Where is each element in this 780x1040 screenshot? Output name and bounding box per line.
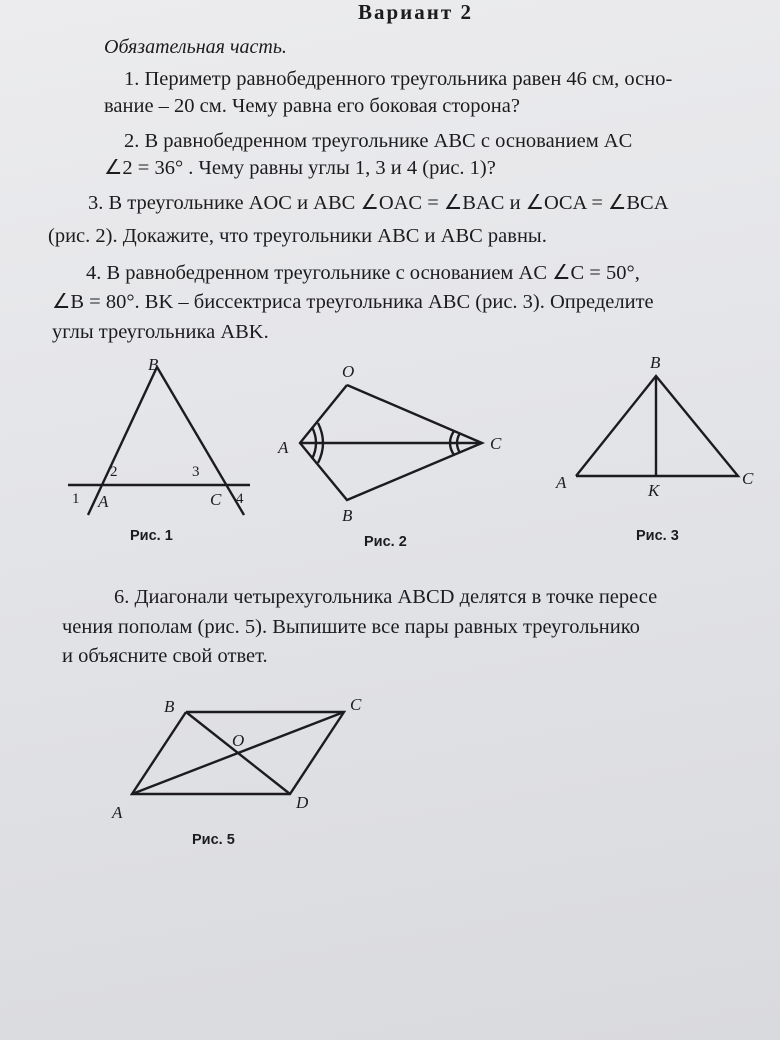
figure-5-diagram xyxy=(100,690,380,830)
figure-3-diagram xyxy=(550,350,760,510)
fig1-label-3: 3 xyxy=(192,464,200,480)
task-2-line-1: 2. В равнобедренном треугольнике ABC с основанием AC xyxy=(124,130,633,152)
fig1-label-1: 1 xyxy=(72,491,80,507)
fig2-label-a: A xyxy=(278,438,289,457)
fig2-label-o: O xyxy=(342,362,355,381)
figure-2-diagram xyxy=(272,355,512,525)
fig1-side-bc xyxy=(157,367,244,515)
task-4-line-2: ∠B = 80°. BK – биссектриса треугольника ABC (рис. 3). Определите xyxy=(52,291,654,313)
fig1-label-c: C xyxy=(210,490,222,509)
fig5-label-b: B xyxy=(164,697,175,716)
figure-2-caption: Рис. 2 xyxy=(364,534,407,550)
fig3-label-b: B xyxy=(650,353,661,372)
task-3-line-1: 3. В треугольнике AOC и ABC ∠OAC = ∠BAC и ∠OCA = ∠BCA xyxy=(88,192,669,214)
fig3-label-a: A xyxy=(556,473,567,492)
fig5-label-o: O xyxy=(232,731,245,750)
task-6-line-2: чения пополам (рис. 5). Выпишите все пары равных треугольнико xyxy=(62,616,640,638)
task-6-line-3: и объясните свой ответ. xyxy=(62,645,268,667)
task-2-line-2: ∠2 = 36° . Чему равны углы 1, 3 и 4 (рис. 1)? xyxy=(104,157,496,179)
fig1-label-4: 4 xyxy=(236,491,244,507)
figure-5-caption: Рис. 5 xyxy=(192,832,235,848)
variant-title: Вариант 2 xyxy=(358,0,473,24)
fig5-label-a: A xyxy=(112,803,123,822)
task-1-line-2: вание – 20 см. Чему равна его боковая сторона? xyxy=(104,95,520,117)
task-1-line-1: 1. Периметр равнобедренного треугольника равен 46 см, осно- xyxy=(124,68,673,90)
figure-1-caption: Рис. 1 xyxy=(130,528,173,544)
task-4-line-1: 4. В равнобедренном треугольнике с основанием AC ∠C = 50°, xyxy=(86,262,640,284)
fig5-diagonal-ac xyxy=(132,712,344,794)
figure-1-diagram xyxy=(60,355,270,525)
fig3-label-k: K xyxy=(648,481,660,500)
fig1-label-a: A xyxy=(98,492,109,511)
task-3-line-2: (рис. 2). Докажите, что треугольники ABC и ABC равны. xyxy=(48,225,547,247)
fig1-label-2: 2 xyxy=(110,464,118,480)
fig3-label-c: C xyxy=(742,469,754,488)
fig2-label-b: B xyxy=(342,506,353,525)
figure-3-caption: Рис. 3 xyxy=(636,528,679,544)
fig1-label-b: B xyxy=(148,355,159,374)
fig2-label-c: C xyxy=(490,434,502,453)
fig5-label-c: C xyxy=(350,695,362,714)
section-title: Обязательная часть. xyxy=(104,36,287,58)
task-6-line-1: 6. Диагонали четырехугольника ABCD делятся в точке пересе xyxy=(114,586,658,608)
task-4-line-3: углы треугольника ABK. xyxy=(52,321,269,343)
fig5-label-d: D xyxy=(296,793,309,812)
